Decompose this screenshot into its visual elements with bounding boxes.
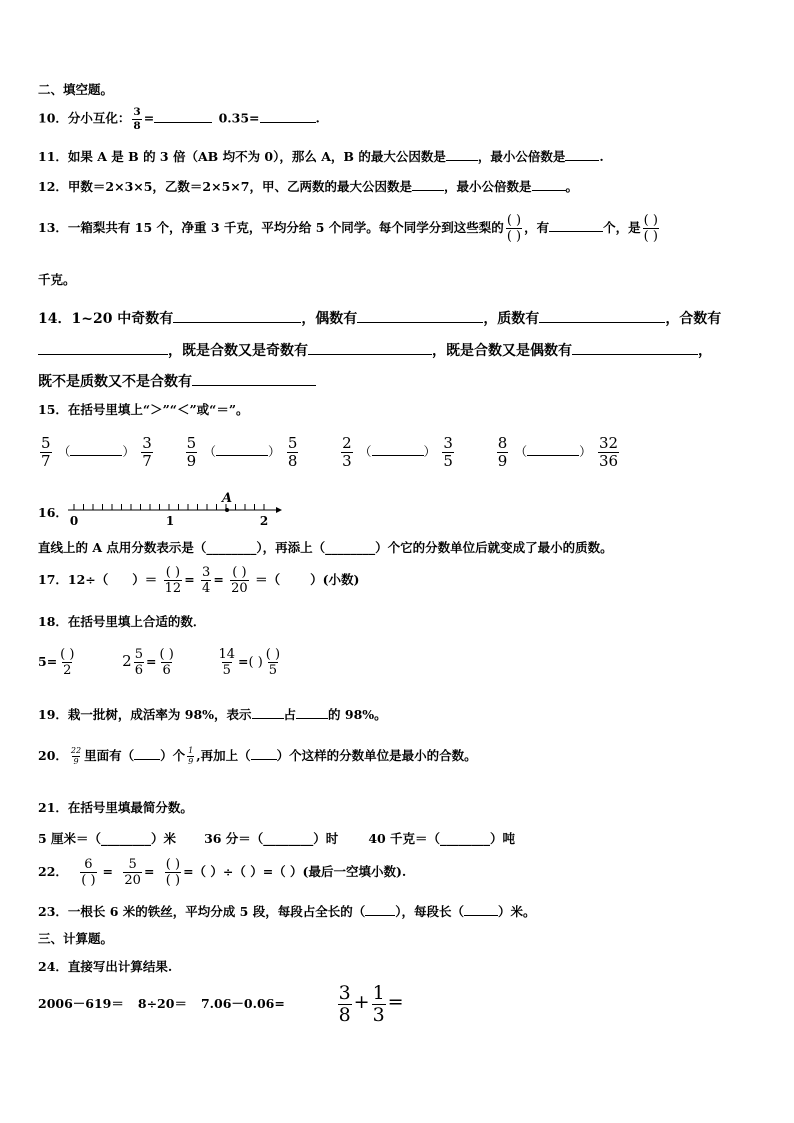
- question-15-title: 15．在括号里填上“＞”“＜”或“＝”。: [38, 402, 249, 417]
- question-12: 12．甲数＝2×3×5，乙数＝2×5×7，甲、乙两数的最大公因数是 ，最小公倍数是 。: [38, 179, 579, 194]
- question-13: 13．一箱梨共有 15 个，净重 3 千克，平均分给 5 个同学。每个同学分到这些梨的 $\frac{( )}{( )}$ ，有 个，是 $\frac{( )}{( )}$: [38, 213, 658, 244]
- blank: [260, 110, 316, 123]
- question-21-title: 21．在括号里填最简分数。: [38, 800, 193, 815]
- question-19: 19．栽一批树，成活率为 98%，表示 占 的 98%。: [38, 707, 387, 722]
- question-24-items: 2006－619＝ 8÷20＝ 7.06－0.06= $\frac{3}{8}$ + $\frac{1}{3}$ =: [38, 982, 404, 1026]
- question-16-text: 直线上的 A 点用分数表示是（________），再添上（________）个它的分数单位后就变成了最小的质数。: [38, 540, 613, 555]
- number-line: [64, 488, 284, 528]
- section-heading: 三、计算题。: [38, 931, 114, 946]
- question-24-title: 24．直接写出计算结果.: [38, 959, 173, 974]
- tick-label-0: 0: [69, 514, 79, 528]
- question-14-line1: 14．1~20 中奇数有 ，偶数有 ，质数有 ，合数有: [38, 311, 722, 327]
- blank: [154, 110, 212, 123]
- question-18-items: 5= $\frac{( )}{2}$ 2 $\frac{5}{6}$ = $\frac{( )}{6}$ $\frac{14}{5}$ =( ) $\frac{( )}{5}$: [38, 647, 281, 678]
- question-21-items: 5 厘米＝（________）米 36 分＝（________）时 40 千克＝（________）吨: [38, 831, 516, 846]
- question-23: 23．一根长 6 米的铁丝，平均分成 5 段，每段占全长的（ ），每段长（ ）米。: [38, 904, 536, 919]
- question-15-items: $\frac{5}{7}$ （ ） $\frac{3}{7}$ $\frac{5}{9}$ （ ） $\frac{5}{8}$ $\frac{2}{3}$ （ ） $\frac{3}{5}$ $\frac{8}{9}$ （ ） $\frac{32}{36}$: [41, 434, 619, 470]
- question-16-num: 16．: [38, 505, 68, 520]
- point-a-label: A: [222, 491, 233, 506]
- question-13-cont: 千克。: [38, 272, 76, 287]
- question-11: 11．如果 A 是 B 的 3 倍（AB 均不为 0），那么 A，B 的最大公因数是 ，最小公倍数是 .: [38, 149, 604, 164]
- question-18-title: 18．在括号里填上合适的数．: [38, 614, 206, 629]
- question-14-line2: ，既是合数又是奇数有 ，既是合数又是偶数有 ，: [38, 340, 712, 360]
- tick-label-1: 1: [165, 514, 175, 528]
- point-a-dot: [225, 508, 229, 512]
- question-17: 17．12÷（ ）＝ $\frac{( )}{12}$ = $\frac{3}{4}$ = $\frac{( )}{20}$ ＝（ ）(小数): [38, 565, 360, 596]
- tick-label-2: 2: [259, 514, 269, 528]
- section-heading: 二、填空题。: [38, 82, 114, 97]
- question-14-line3: 既不是质数又不是合数有: [38, 371, 316, 391]
- question-22: 22． $\frac{6}{( )}$ = $\frac{5}{20}$ = $\frac{( )}{( )}$ =（ ）÷（ ）=（ ）(最后一空填小数).: [38, 857, 407, 888]
- question-10: 10．分小互化： $\frac{3}{8}$ = 0.35= .: [38, 106, 320, 132]
- question-20: 20． $\frac{22}{9}$ 里面有（ ）个 $\frac{1}{9}$ ,再加上（ ）个这样的分数单位是最小的合数。: [38, 746, 477, 766]
